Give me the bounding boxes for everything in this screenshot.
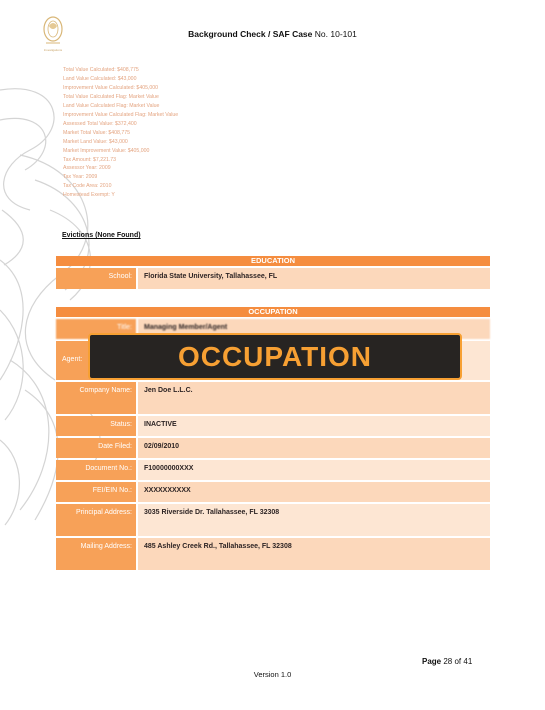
property-detail-line: Land Value Calculated Flag: Market Value — [63, 102, 160, 109]
property-detail-line: Total Value Calculated Flag: Market Value — [63, 93, 159, 100]
document-no-label: Document No.: — [56, 460, 136, 480]
education-row-school — [56, 268, 490, 289]
evictions-heading: Evictions (None Found) — [62, 232, 141, 239]
property-details-list — [63, 66, 178, 200]
mailing-address-label: Mailing Address: — [56, 538, 136, 570]
logo-caption: Investigations — [43, 48, 63, 52]
school-label: School: — [56, 268, 136, 289]
page-header-title — [0, 29, 545, 39]
fein-value: XXXXXXXXXX — [138, 482, 490, 502]
title-value: Managing Member/Agent — [138, 319, 490, 339]
mailing-address-value: 485 Ashley Creek Rd., Tallahassee, FL 32308 — [138, 538, 490, 570]
property-detail-line: Homestead Exempt: Y — [63, 192, 115, 199]
agent-label: Agent: — [56, 341, 136, 380]
property-detail-line: Improvement Value Calculated: $405,000 — [63, 84, 159, 91]
principal-address-value: 3035 Riverside Dr. Tallahassee, FL 32308 — [138, 504, 490, 536]
status-value: INACTIVE — [138, 416, 490, 436]
principal-address-label: Principal Address: — [56, 504, 136, 536]
property-detail-line: Tax Code Area: 2010 — [63, 183, 112, 190]
header-case-label: No. — [314, 29, 328, 39]
page-number — [422, 657, 472, 666]
occupation-row-date-filed — [56, 438, 490, 458]
title-label: Title: — [56, 319, 136, 339]
occupation-row-status — [56, 416, 490, 436]
property-detail-line: Market Total Value: $408,775 — [63, 129, 130, 136]
school-value: Florida State University, Tallahassee, FL — [138, 268, 490, 289]
document-no-value: F10000000XXX — [138, 460, 490, 480]
property-detail-line: Tax Year: 2009 — [63, 174, 98, 181]
date-filed-value: 02/09/2010 — [138, 438, 490, 458]
education-table — [56, 256, 490, 289]
property-detail-line: Land Value Calculated: $43,000 — [63, 75, 137, 82]
status-label: Status: — [56, 416, 136, 436]
fein-label: FEI/EIN No.: — [56, 482, 136, 502]
property-detail-line: Assessor Year: 2009 — [63, 165, 111, 172]
page-number-label: Page — [422, 657, 442, 666]
occupation-section-header: OCCUPATION — [56, 307, 490, 317]
property-detail-line: Improvement Value Calculated Flag: Market Value — [63, 111, 179, 118]
occupation-row-mailing — [56, 538, 490, 570]
occupation-overlay-badge: OCCUPATION — [88, 333, 462, 380]
date-filed-label: Date Filed: — [56, 438, 136, 458]
property-detail-line: Market Land Value: $43,000 — [63, 138, 128, 145]
occupation-row-company — [56, 382, 490, 414]
occupation-row-fein — [56, 482, 490, 502]
header-title-prefix: Background Check / SAF Case — [188, 29, 313, 39]
property-detail-line: Total Value Calculated: $408,775 — [63, 67, 139, 73]
page-number-value: 28 of 41 — [443, 657, 473, 666]
property-detail-line: Tax Amount: $7,221.73 — [63, 156, 117, 163]
company-label: Company Name: — [56, 382, 136, 414]
occupation-row-principal — [56, 504, 490, 536]
header-case-number: 10-101 — [330, 29, 357, 39]
document-version: Version 1.0 — [253, 670, 292, 679]
property-detail-line: Assessed Total Value: $372,400 — [63, 120, 137, 127]
occupation-row-document — [56, 460, 490, 480]
property-detail-line: Market Improvement Value: $405,000 — [63, 147, 150, 154]
education-section-header: EDUCATION — [56, 256, 490, 266]
company-value: Jen Doe L.L.C. — [138, 382, 490, 414]
